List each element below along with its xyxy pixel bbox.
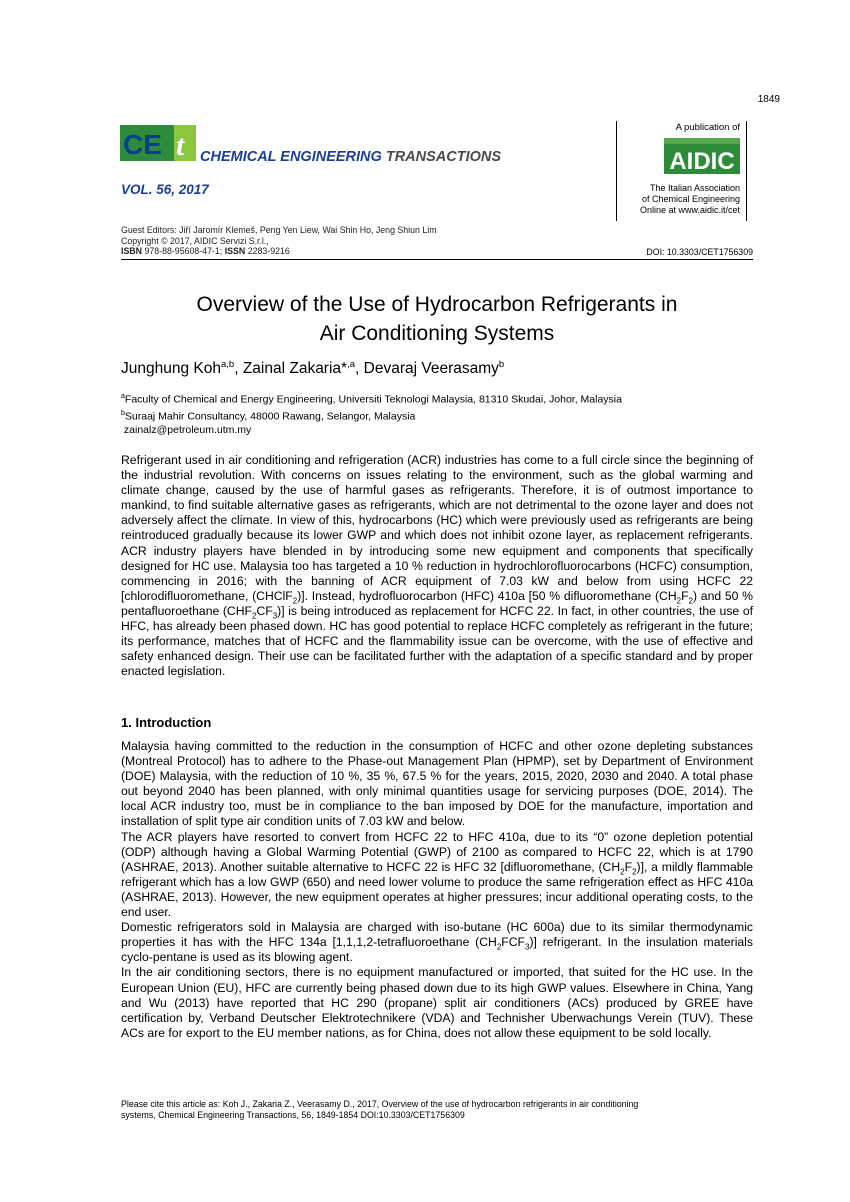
journal-name-part2: TRANSACTIONS bbox=[385, 149, 502, 165]
affiliations bbox=[121, 390, 622, 438]
volume-label: VOL. 56, 2017 bbox=[121, 182, 209, 197]
paragraph: Malaysia having committed to the reduction in the consumption of HCFC and other ozone depleting substances (Montreal Protocol) has to adhere to the Phase-out Management Plan (HPMP), set by Department of Environment (DOE) Malaysia, with the reduction of 10 %, 35 %, 67.5 % for the years, 2015, 2020, 2030 and 2040. A total phase out beyond 2040 has been planned, with only minimal quantities usage for servicing purposes (DOE, 2014). The local ACR industry too, must be in compliance to the ban imposed by DOE for the manufacture, importation and installation of split type air condition units of 7.03 kW and below. bbox=[121, 739, 753, 829]
publisher-divider-right bbox=[746, 121, 747, 221]
isbn-issn: ISBN 978-88-95608-47-1; ISSN 2283-9216 bbox=[121, 246, 290, 256]
author-sup: a,b bbox=[220, 359, 235, 370]
svg-text:CE: CE bbox=[123, 129, 162, 160]
affiliation-a: $^a$Faculty of Chemical and Energy Engineering, Universiti Teknologi Malaysia, 81310 Skudai, Johor, Malaysia bbox=[121, 393, 622, 406]
section-heading: 1. Introduction bbox=[121, 715, 212, 730]
aidic-description bbox=[620, 183, 740, 216]
journal-name-part1: CHEMICAL ENGINEERING bbox=[200, 149, 382, 165]
article-title bbox=[121, 290, 753, 348]
abstract: Refrigerant used in air conditioning and refrigeration (ACR) industries has come to a full circle since the beginning of the industrial revolution. With concerns on issues relating to the environment, such as the global warming and climate change, caused by the use of harmful gases as refrigerants. Therefore, it is of outmost importance to mankind, to find suitable alternative gases as refrigerants, which are not detrimental to the ozone layer and does not adversely affect the climate. In view of this, hydrocarbons (HC) which were previously used as refrigerants are being reintroduced gradually because its lower GWP and which does not inhibit ozone layer, as replacement refrigerants. ACR industry players have blended in by introducing some new equipment and components that specifically designed for HC use. Malaysia too has targeted a 10 % reduction in hydrochlorofluorocarbons (HCFC) consumption, commencing in 2016; with the banning of ACR equipment of 7.03 kW and below from using HCFC 22 [chlorodifluoromethane, (CHClF$_2$)]. Instead, hydrofluorocarbon (HFC) 410a [50 % difluoromethane $(CH_2F_2)$ and 50 % pentafluoroethane $(CHF_2CF_3)$] is being introduced as replacement for HCFC 22. In fact, in other countries, the use of HFC, has already been phased down. HC has good potential to replace HCFC completely as refrigerant in the future; its performance, matches that of HCFC and the flammability issue can be overcome, with the use of effective and safety enhanced design. Their use can be facilitated further with the adaptation of a specific standard and by proper enacted legislation. bbox=[121, 453, 753, 679]
author-sup: b bbox=[498, 359, 505, 370]
publisher-divider bbox=[616, 121, 617, 221]
citation-footer bbox=[121, 1099, 761, 1121]
page-number: 1849 bbox=[757, 94, 780, 105]
author-name: Junghung Koh bbox=[121, 360, 221, 378]
journal-name bbox=[200, 149, 501, 165]
author-name: Zainal Zakaria* bbox=[242, 360, 348, 378]
guest-editors-block bbox=[121, 225, 437, 257]
aidic-desc-line: of Chemical Engineering bbox=[641, 194, 740, 204]
paragraph: Domestic refrigerators sold in Malaysia are charged with iso-butane (HC 600a) due to its similar thermodynamic properties it has with the HFC 134a [1,1,1,2-tetrafluoroethane $(CH_2FCF_3)$] refrigerant. In the insulation materials cyclo-pentane is used as its blowing agent. bbox=[121, 920, 753, 965]
publication-of-label: A publication of bbox=[675, 122, 740, 133]
author-list: Junghung Koh$^{a,b}$, Zainal Zakaria*$^{,a}$, Devaraj Veerasamy$^b$ bbox=[121, 359, 505, 378]
citation-line: systems, Chemical Engineering Transactions, 56, 1849-1854 DOI:10.3303/CET1756309 bbox=[121, 1110, 465, 1120]
aidic-website[interactable]: Online at www.aidic.it/cet bbox=[639, 205, 740, 215]
svg-text:t: t bbox=[176, 129, 185, 161]
affiliation-b: $^b$Suraaj Mahir Consultancy, 48000 Rawang, Selangor, Malaysia bbox=[121, 410, 416, 423]
header-rule bbox=[121, 259, 753, 260]
aidic-logo bbox=[664, 138, 740, 174]
corresponding-email[interactable]: zainalz@petroleum.utm.my bbox=[123, 424, 252, 436]
paragraph: In the air conditioning sectors, there is no equipment manufactured or imported, that suited for the HC use. In the European Union (EU), HFC are currently being phased down due to its high GWP values. Elsewhere in China, Yang and Wu (2013) have reported that HC 290 (propane) split air conditioners (ACs) produced by GREE have certification by, Verband Deutscher Elektrotechnikere (VDA) and Technisher Uberwachungs Verein (TUV). These ACs are for export to the EU member nations, as for China, does not allow these equipment to be sold locally. bbox=[121, 965, 753, 1040]
copyright: Copyright © 2017, AIDIC Servizi S.r.l., bbox=[121, 235, 269, 246]
cet-logo bbox=[120, 125, 196, 161]
title-line: Overview of the Use of Hydrocarbon Refrigerants in bbox=[196, 293, 678, 316]
citation-line: Please cite this article as: Koh J., Zakaria Z., Veerasamy D., 2017, Overview of the use of hydrocarbon refrigerants in air conditioning bbox=[121, 1099, 639, 1109]
paragraph: The ACR players have resorted to convert from HCFC 22 to HFC 410a, due to its “0” ozone depletion potential (ODP) although having a Global Warming Potential (GWP) of 2100 as compared to HCFC 22, which is at 1790 (ASHRAE, 2013). Another suitable alternative to HCFC 22 is HFC 32 [difluoromethane, $(CH_2F_2)$], a mildly flammable refrigerant which has a low GWP (650) and need lower volume to produce the same refrigeration effect as HFC 410a (ASHRAE, 2013). However, the new equipment operates at higher pressures; incur additional operating costs, to the end user. bbox=[121, 829, 753, 920]
aidic-desc-line: The Italian Association bbox=[649, 183, 740, 193]
doi-label: DOI: 10.3303/CET1756309 bbox=[646, 247, 753, 257]
guest-editors: Guest Editors: Jiří Jaromír Klemeš, Peng Yen Liew, Wai Shin Ho, Jeng Shiun Lim bbox=[121, 225, 437, 235]
svg-text:AIDIC: AIDIC bbox=[669, 148, 735, 174]
introduction-body bbox=[121, 739, 753, 1041]
author-sup: ,a bbox=[347, 359, 356, 370]
author-name: Devaraj Veerasamy bbox=[363, 360, 499, 378]
title-line: Air Conditioning Systems bbox=[319, 322, 555, 345]
